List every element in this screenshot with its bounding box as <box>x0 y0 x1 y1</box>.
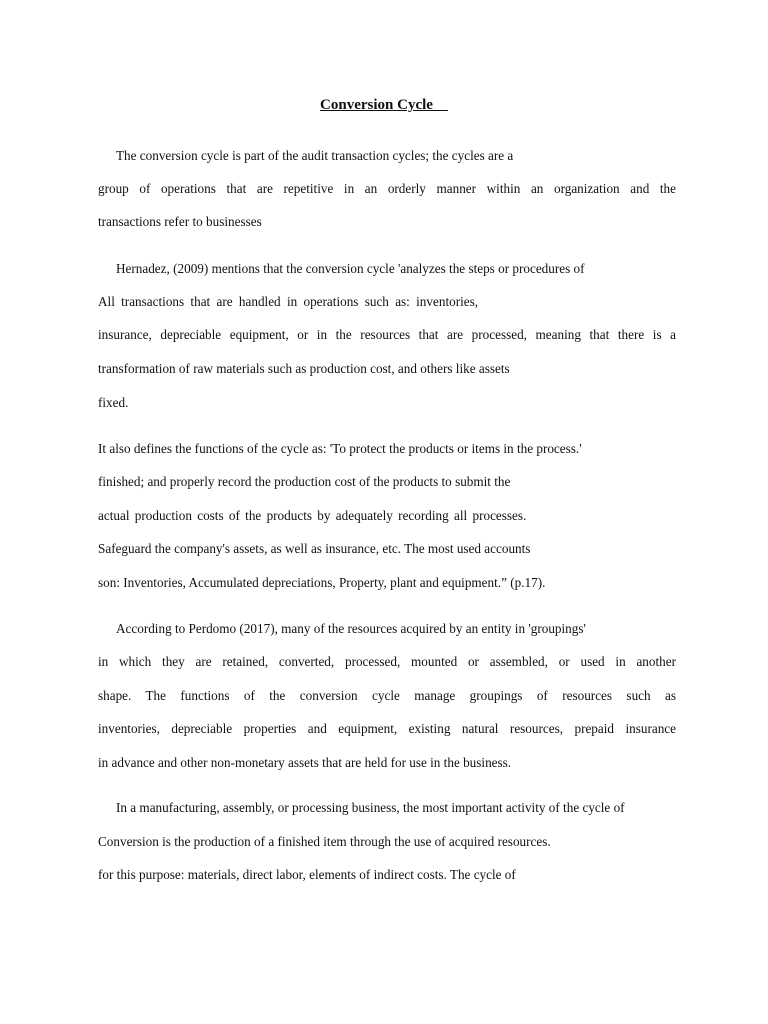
paragraph-3-line-5: son: Inventories, Accumulated depreciations, Property, plant and equipment.” (p.17). <box>98 575 546 590</box>
paragraph-3-line-3: actual production costs of the products by adequately recording all processes. <box>98 508 527 523</box>
paragraph-1-line-1: The conversion cycle is part of the audit transaction cycles; the cycles are a <box>116 148 514 163</box>
paragraph-1-line-2: group of operations that are repetitive in an orderly manner within an organization and the <box>98 181 676 196</box>
paragraph-2-line-1: Hernadez, (2009) mentions that the conversion cycle 'analyzes the steps or procedures of <box>116 261 585 276</box>
paragraph-5-line-1: In a manufacturing, assembly, or processing business, the most important activity of the cycle of <box>116 800 625 815</box>
paragraph-2-line-4: transformation of raw materials such as production cost, and others like assets <box>98 361 510 376</box>
paragraph-1-line-3: transactions refer to businesses <box>98 214 262 229</box>
paragraph-2-line-2: All transactions that are handled in operations such as: inventories, <box>98 294 479 309</box>
paragraph-4-line-3: shape. The functions of the conversion cycle manage groupings of resources such as <box>98 688 676 703</box>
paragraph-2-line-5: fixed. <box>98 395 129 410</box>
paragraph-2-line-3: insurance, depreciable equipment, or in the resources that are processed, meaning that there is a <box>98 327 676 342</box>
paragraph-3-line-4: Safeguard the company's assets, as well as insurance, etc. The most used accounts <box>98 541 531 556</box>
paragraph-4-line-5: in advance and other non-monetary assets that are held for use in the business. <box>98 755 512 770</box>
paragraph-3-line-2: finished; and properly record the production cost of the products to submit the <box>98 474 511 489</box>
paragraph-4-line-4: inventories, depreciable properties and equipment, existing natural resources, prepaid insurance <box>98 721 676 736</box>
paragraph-4-line-1: According to Perdomo (2017), many of the resources acquired by an entity in 'groupings' <box>116 621 586 636</box>
page-title <box>0 95 768 115</box>
page-title-text: Conversion Cycle <box>320 97 448 113</box>
paragraph-3-line-1: It also defines the functions of the cycle as: 'To protect the products or items in the process.' <box>98 441 582 456</box>
paragraph-5-line-3: for this purpose: materials, direct labor, elements of indirect costs. The cycle of <box>98 867 516 882</box>
paragraph-4-line-2: in which they are retained, converted, processed, mounted or assembled, or used in another <box>98 654 676 669</box>
paragraph-5-line-2: Conversion is the production of a finished item through the use of acquired resources. <box>98 834 551 849</box>
